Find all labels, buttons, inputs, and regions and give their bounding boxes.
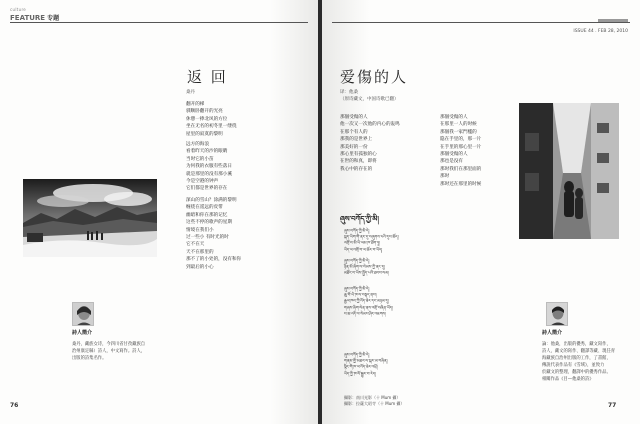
poem-stanza-left-1 <box>186 101 237 138</box>
tibetan-line: རྒྱལ་ཁབ་ཀྱི་འོད་ཟེར་དང་མཉམ་དུ། <box>344 298 389 304</box>
poet-portrait-left <box>73 303 94 326</box>
poet-portrait-right <box>547 303 568 326</box>
poem-line: 翻开的梯 <box>186 102 205 107</box>
photo-credit-line: 攝影：拉薩大昭寺（十 Mum 攝） <box>344 401 405 406</box>
tibetan-block-4 <box>344 352 388 377</box>
section-kicker: culture <box>10 7 27 12</box>
poem-line: 过一些小 有时光的时 <box>186 235 229 241</box>
landscape-photo-image <box>23 179 157 257</box>
tibetan-line: སྐད་ཡིག་གི་ནང་དུ་བཞུགས་པའི་དུས་ཚོད། <box>344 234 399 240</box>
poem-column-right-1 <box>340 114 400 173</box>
right-page <box>322 0 640 424</box>
poem-line: 今是空港的钟声 <box>186 179 219 185</box>
landscape-photo <box>23 179 157 257</box>
tibetan-block-2 <box>344 258 389 277</box>
poem-author-left: 桑丹 <box>186 90 195 95</box>
poem-line: 驯顺卧翻开的光亮 <box>186 109 223 115</box>
poem-author-name: 译：他桑 <box>340 90 358 95</box>
poem-line: 休憩一捧北风的方位 <box>186 116 228 122</box>
bio-line: 詩人，藏文的寫作、翻譯等藏、現任青 <box>542 349 616 354</box>
bio-heading-left: 詩人簡介 <box>72 330 93 336</box>
poem-line: 在那里一人的时候 <box>440 122 477 128</box>
section-header <box>10 7 59 22</box>
poet-avatar-right <box>546 302 568 326</box>
section-title <box>10 13 59 22</box>
tibetan-line: ས་ཆ་འདི་ལ་སེམས་ཤིང་འཇགས། <box>344 310 387 316</box>
tibetan-block-3 <box>344 286 393 317</box>
poem-line: 那时我们在那里面的 <box>440 166 482 172</box>
bio-heading-right: 詩人簡介 <box>542 330 563 336</box>
header-rule-right <box>332 22 630 23</box>
bio-line: 相關作品《目—他桑的詩》 <box>542 377 594 382</box>
bio-text-right <box>542 341 615 383</box>
bio-line: 於藏文的整理，翻譯中的優秀作品。 <box>542 370 611 375</box>
poem-line: 天不在那里的 <box>186 249 214 255</box>
poem-line: 我心中的存在的 <box>340 166 373 172</box>
tibetan-line: ཞུས་བཀོད་ཀྱི་མི་དེ། <box>344 352 370 357</box>
tibetan-line: ཡིད་ཀྱི་ཁ་ལོ་སྒྱུར་བ་རེད། <box>344 370 377 376</box>
poem-line: 那個受傷的人 <box>340 115 368 120</box>
poem-line: 他一次又一次他的内心的轰鸣 <box>340 122 400 128</box>
poem-line: 它不在天 <box>186 242 205 248</box>
poem-line: 那也是没有 <box>440 159 463 165</box>
poem-line: 那我的是世界上 <box>340 137 373 143</box>
poem-line: 那不了的小处的，没有和你 <box>186 257 242 263</box>
tibetan-line: མཐོང་བ་ཡིས་སྤྱོད་པའི་ཐབས་ལམ། <box>344 270 389 276</box>
tibetan-poem-title: ཞུས་བཀོད་ཀྱི་མི། <box>340 214 379 223</box>
poem-line: 这些不停的歌声的星期 <box>186 220 232 226</box>
poem-line: 坐在无名的初冬里一缕绕 <box>186 124 237 130</box>
tibetan-line: ཆུ་བོ་ཡི་ཁ་ལ་བསྡད་ནས། <box>344 292 377 298</box>
poem-author-right <box>340 89 399 103</box>
poem-column-right-2 <box>440 114 481 188</box>
poem-stanza-left-3 <box>186 197 241 271</box>
alley-photo-image <box>519 103 619 239</box>
tibetan-line: འགྲོ་བ་མི་ཡི་ལམ་ཁ་ཐོག་ཏུ། <box>344 240 381 246</box>
poem-line: 幽暗和你在那的记忆 <box>186 212 228 218</box>
bio-line: 傳說代表作品有《雪域》，並致力 <box>542 363 605 368</box>
header-rule <box>10 22 308 23</box>
alley-photo <box>519 103 619 239</box>
tibetan-line: གནམ་གྱི་མཐའ་ལ་སྐར་མ་བཞིན། <box>344 358 388 364</box>
poem-line: 那個受傷的人 <box>440 115 468 120</box>
tibetan-line: ཞུས་བཀོད་ཀྱི་མི་དེ། <box>344 258 370 263</box>
poem-line: 远方的海浪 <box>186 142 209 147</box>
bio-line: 論：他桑，出版的優秀，藏文寫作， <box>542 342 611 347</box>
photo-credits <box>344 395 404 407</box>
poem-title-right: 爱傷的人 <box>340 68 409 86</box>
bio-line: 海藏族自治州出版的工作，了書館， <box>542 356 611 361</box>
poem-line: 它们都是世界的存在 <box>186 186 228 192</box>
page-number-right: 77 <box>608 402 617 409</box>
poem-line: 当时它的小苗 <box>186 156 214 162</box>
section-title-zh: 专题 <box>47 15 60 22</box>
poem-line: 那個我一家門槛的 <box>440 129 477 135</box>
section-title-en: FEATURE <box>10 14 46 22</box>
issue-date: ISSUE 44 . FEB 28, 2010 <box>573 29 628 34</box>
poem-line: 那时还在那里的时候 <box>440 181 482 187</box>
tibetan-block-1 <box>344 228 399 253</box>
poem-line: 看着昨天的沙的眼睛 <box>186 149 228 155</box>
photo-credit-line: 攝影：南川光影（十 Mum 攝） <box>344 395 401 400</box>
tibetan-line: ཞུས་བཀོད་ཀྱི་མི་དེ། <box>344 286 370 291</box>
poet-avatar-left <box>72 302 94 326</box>
bio-line: 出版的詩集名作。 <box>72 356 107 361</box>
poem-line: 到最后的小心 <box>186 264 214 270</box>
poem-line: 缠绕在遥远的皮带 <box>186 205 223 211</box>
page-number-left: 76 <box>10 402 19 409</box>
poem-line: 那個受傷的人 <box>440 152 468 158</box>
poem-author-note: （原诗藏文，中国诗歌已翻） <box>340 97 399 102</box>
tibetan-line: ཡིད་ལ་འགྲོ་བ་ལ་ཚོར་བ་ཡོད། <box>344 246 383 252</box>
bio-line: 桑丹，藏族女诗，今四川省甘孜藏族自 <box>72 342 146 347</box>
poem-line: 那时 <box>440 174 450 180</box>
poem-line: 那心里有孤独的心 <box>340 152 377 158</box>
poem-line: 深山的雪山？涂满的黎明 <box>186 198 237 203</box>
tibetan-line: གཞས་ཞིག་ལེན་ནས་འགྲོ་བཞིན་ཡོད། <box>344 304 393 310</box>
left-page <box>0 0 318 424</box>
poem-line: 那美好的一份 <box>340 144 368 150</box>
tibetan-line: སྙིང་གི་ཁ་ལ་འོད་ཟེར་འཕྲོ། <box>344 364 378 370</box>
poem-title-left: 返 回 <box>187 68 228 86</box>
tibetan-line: ཉིན་མོ་ཞིག་ལ་སེམས་ཀྱི་ནང་དུ། <box>344 264 385 270</box>
poem-line: 情境在我们小 <box>186 227 214 233</box>
poem-line: 在世的和真，即将 <box>340 159 377 165</box>
tibetan-line: ཞུས་བཀོད་ཀྱི་མི་དེ། <box>344 228 370 233</box>
poem-line: 为何我的衣服有些落日 <box>186 164 232 170</box>
poem-line: 隐在手里的，那一片 <box>440 137 482 143</box>
poem-line: 在那个有人的 <box>340 129 368 135</box>
poem-line: 就是那里的没有那小溪 <box>186 171 232 177</box>
poem-line: 在手里的那心里一片 <box>440 144 482 150</box>
poem-stanza-left-2 <box>186 141 232 193</box>
bio-line: 治州康定縣）詩人，中文寫作。詩人， <box>72 349 146 354</box>
poem-line: 屋里的寂寞的黎明 <box>186 131 223 137</box>
issue-header <box>573 8 628 34</box>
bio-text-left <box>72 341 145 362</box>
